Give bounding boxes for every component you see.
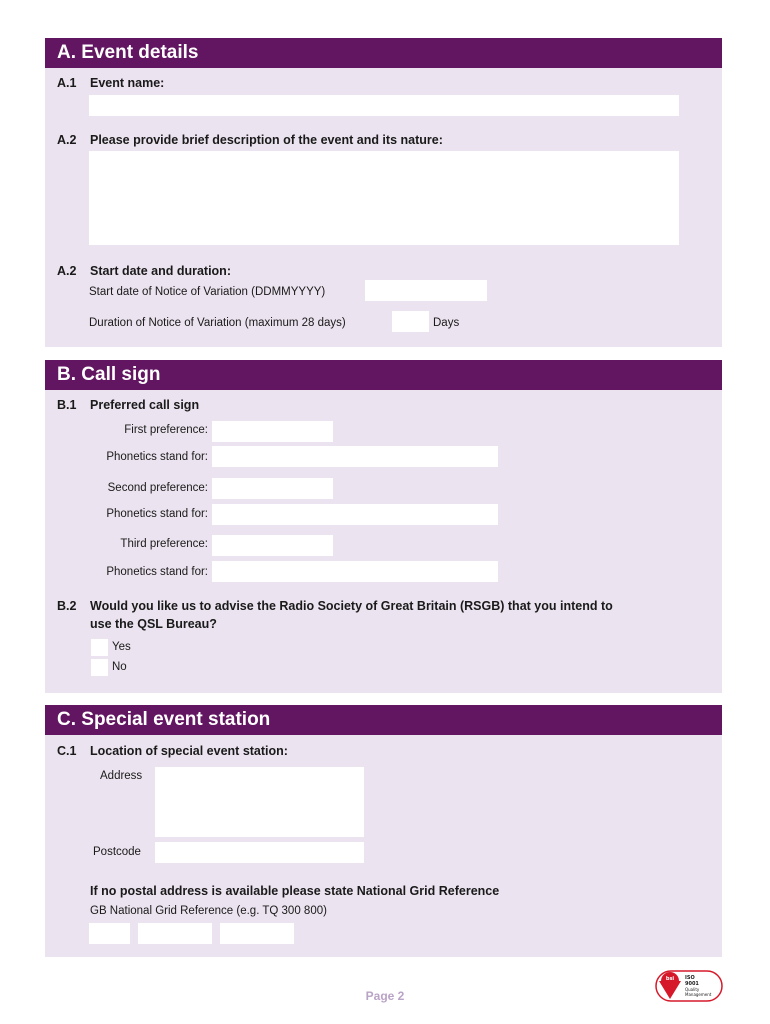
start-date-input[interactable] <box>365 280 487 301</box>
section-a-header: A. Event details <box>45 38 722 68</box>
b1-number: B.1 <box>57 398 77 412</box>
start-date-label: Start date of Notice of Variation (DDMMYYYY) <box>89 286 326 298</box>
first-preference-label: First preference: <box>124 424 208 436</box>
first-preference-input[interactable] <box>212 421 333 442</box>
logo-line1: ISO <box>685 975 695 981</box>
b1-label: Preferred call sign <box>90 398 200 412</box>
section-c <box>45 705 722 957</box>
no-checkbox[interactable] <box>91 659 108 676</box>
third-preference-label: Third preference: <box>120 538 208 550</box>
c1-number: C.1 <box>57 744 77 758</box>
second-phonetics-label: Phonetics stand for: <box>106 508 208 520</box>
second-preference-label: Second preference: <box>107 482 208 494</box>
event-name-input[interactable] <box>89 95 679 116</box>
a2-label: Please provide brief description of the event and its nature: <box>90 133 443 147</box>
a2-number: A.2 <box>57 133 77 147</box>
c1-label: Location of special event station: <box>90 744 288 758</box>
yes-label: Yes <box>112 641 131 653</box>
a1-number: A.1 <box>57 76 77 90</box>
section-a <box>45 38 722 347</box>
ngr-heading: If no postal address is available please state National Grid Reference <box>90 884 500 898</box>
iso-badge-icon <box>655 970 723 1002</box>
first-phonetics-label: Phonetics stand for: <box>106 451 208 463</box>
b2-line1: Would you like us to advise the Radio Society of Great Britain (RSGB) that you intend to <box>90 599 613 613</box>
duration-label: Duration of Notice of Variation (maximum 28 days) <box>89 317 346 329</box>
b2-line2: use the QSL Bureau? <box>90 617 217 631</box>
postcode-label: Postcode <box>93 846 141 858</box>
second-preference-input[interactable] <box>212 478 333 499</box>
ngr-letters-input[interactable] <box>89 923 130 944</box>
third-phonetics-label: Phonetics stand for: <box>106 566 208 578</box>
ngr-label: GB National Grid Reference (e.g. TQ 300 800) <box>90 905 327 917</box>
ngr-easting-input[interactable] <box>138 923 212 944</box>
address-input[interactable] <box>155 767 364 837</box>
first-phonetics-input[interactable] <box>212 446 498 467</box>
yes-checkbox[interactable] <box>91 639 108 656</box>
logo-line4: Management <box>685 992 712 997</box>
page-number: Page 2 <box>365 989 405 1003</box>
a3-number: A.2 <box>57 264 77 278</box>
section-c-header: C. Special event station <box>45 705 722 735</box>
ngr-northing-input[interactable] <box>220 923 294 944</box>
a3-label: Start date and duration: <box>90 264 231 278</box>
third-phonetics-input[interactable] <box>212 561 498 582</box>
third-preference-input[interactable] <box>212 535 333 556</box>
logo-line2: 9001 <box>685 981 699 987</box>
logo-mark: bsi <box>665 976 675 982</box>
days-label: Days <box>433 317 460 329</box>
postcode-input[interactable] <box>155 842 364 863</box>
a1-label: Event name: <box>90 76 165 90</box>
section-b-header: B. Call sign <box>45 360 722 390</box>
logo-line3: Quality <box>685 987 700 992</box>
duration-input[interactable] <box>392 311 429 332</box>
no-label: No <box>112 661 127 673</box>
second-phonetics-input[interactable] <box>212 504 498 525</box>
address-label: Address <box>100 770 143 782</box>
event-description-input[interactable] <box>89 151 679 245</box>
b2-number: B.2 <box>57 599 77 613</box>
section-b <box>45 360 722 693</box>
iso-9001-logo <box>655 970 723 1002</box>
